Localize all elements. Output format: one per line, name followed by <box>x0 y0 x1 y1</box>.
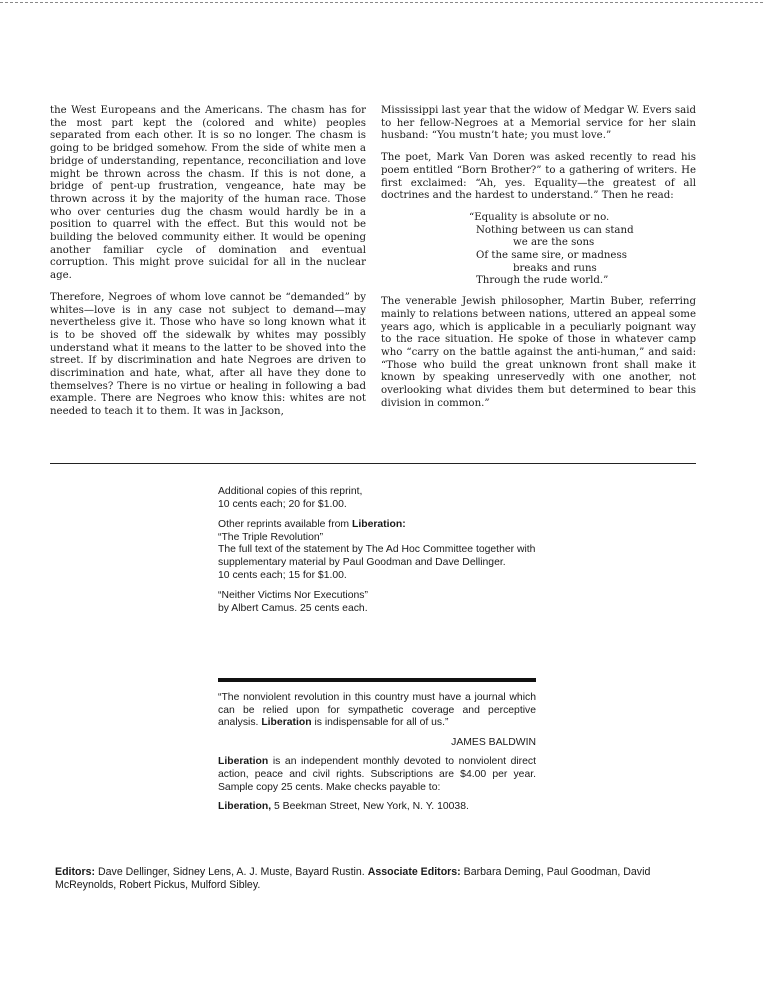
copies-line-1: Additional copies of this reprint, <box>218 486 363 497</box>
reprint-1-desc: The full text of the statement by The Ad Hoc Committee together with supplementary material by Paul Goodman and Dave Dellinger. <box>218 544 536 568</box>
right-paragraph-1: Mississippi last year that the widow of Medgar W. Evers said to her fellow-Negroes at a Memorial service for her slain husband: “You mustn’t hate; you must love.” <box>381 105 696 142</box>
reprint-1-title: “The Triple Revolution” <box>218 531 324 543</box>
about-liberation: Liberation <box>218 756 269 768</box>
poem-line: breaks and runs <box>513 262 597 274</box>
editors-label: Editors: <box>55 866 96 878</box>
associate-editors-label: Associate Editors: <box>367 866 461 878</box>
subscription-box <box>218 692 536 821</box>
quote-text: “The nonviolent revolution in this country must have a journal which can be relied upon for sympathetic coverage and perceptive analysis. <box>218 692 536 729</box>
address-text: 5 Beekman Street, New York, N. Y. 10038. <box>274 801 469 813</box>
right-paragraph-2: The poet, Mark Van Doren was asked recently to read his poem entitled “Born Brother?” to a gathering of writers. He first exclaimed: “Ah, yes. Equality—the greatest of all doctrines and the hardest to understand.” Then he read: <box>381 152 696 202</box>
poem-line: we are the sons <box>513 237 595 249</box>
right-paragraph-3: The venerable Jewish philosopher, Martin Buber, referring mainly to relations between nations, uttered an appeal some years ago, which is applicable in a peculiarly poignant way to the race situation. He spoke of those in whatever camp who “carry on the battle against the anti-human,” and said: “Those who build the great unknown front shall make it known by speaking unreservedly with one another, not overlooking what divides them but determined to bear this division in common.” <box>381 296 696 409</box>
quote-text-end: is indispensable for all of us.” <box>314 717 449 729</box>
left-paragraph-1: the West Europeans and the Americans. The chasm has for the most part kept the (colored and white) peoples separated from each other. It is so no longer. The chasm is going to be bridged somehow. From the side of white men a bridge of understanding, repentance, reconciliation and love might be thrown across the chasm. If this is not done, a bridge of pent-up frustration, vengeance, hate may be thrown across it by the majority of the human race. Those who over centuries dug the chasm would hardly be in a position to quarrel with the effect. But this would not be building the beloved community either. It would be opening another familiar cycle of domination and eventual corruption. This might prove suicidal for all in the nuclear age. <box>50 105 366 282</box>
other-reprints-prefix: Other reprints available from <box>218 519 350 531</box>
associate-editors-names: Barbara Deming, Paul Goodman, David McReynolds, Robert Pickus, Mulford Sibley. <box>55 866 651 891</box>
thick-divider <box>218 678 536 682</box>
section-divider <box>50 463 696 464</box>
quote-liberation: Liberation <box>261 717 312 729</box>
address <box>218 801 536 814</box>
top-scan-line <box>0 2 763 4</box>
right-column <box>381 105 696 419</box>
poem-line: Of the same sire, or madness <box>476 250 627 262</box>
other-reprints <box>218 519 536 582</box>
baldwin-quote <box>218 692 536 730</box>
poem-line: Through the rude world.” <box>476 275 609 287</box>
address-liberation: Liberation, <box>218 801 272 813</box>
reprint-2-desc: by Albert Camus. 25 cents each. <box>218 602 368 614</box>
quote-author: JAMES BALDWIN <box>451 736 536 748</box>
copies-info <box>218 486 536 511</box>
reprint-2 <box>218 590 536 615</box>
copies-line-2: 10 cents each; 20 for $1.00. <box>218 498 347 510</box>
about-text: is an independent monthly devoted to nonviolent direct action, peace and civil rights. Subscriptions are $4.00 per year. Sample copy 25 cents. Make checks payable to: <box>218 756 537 793</box>
reprints-box <box>218 486 536 623</box>
reprint-1-price: 10 cents each; 15 for $1.00. <box>218 569 347 581</box>
liberation-name: Liberation: <box>351 519 406 531</box>
editors-line <box>55 866 705 892</box>
poem-line: “Equality is absolute or no. <box>469 211 610 223</box>
reprint-2-title: “Neither Victims Nor Executions” <box>218 590 368 602</box>
left-paragraph-2: Therefore, Negroes of whom love cannot be “demanded” by whites—love is in any case not subject to demand—may nevertheless give it. Those who have so long known what it is to be shoved off the sidewalk by whites may possibly understand what it means to the latter to be shoved into the street. If by discrimination and hate Negroes are driven to discrimination and hate, what, after all have they done to themselves? There is no virtue or healing in following a bad example. There are Negroes who know this: whites are not needed to teach it to them. It was in Jackson, <box>50 291 366 418</box>
editors-names: Dave Dellinger, Sidney Lens, A. J. Muste, Bayard Rustin. <box>97 866 365 878</box>
poem <box>381 212 696 288</box>
liberation-description <box>218 756 536 794</box>
poem-line: Nothing between us can stand <box>476 224 634 236</box>
left-column <box>50 105 366 428</box>
